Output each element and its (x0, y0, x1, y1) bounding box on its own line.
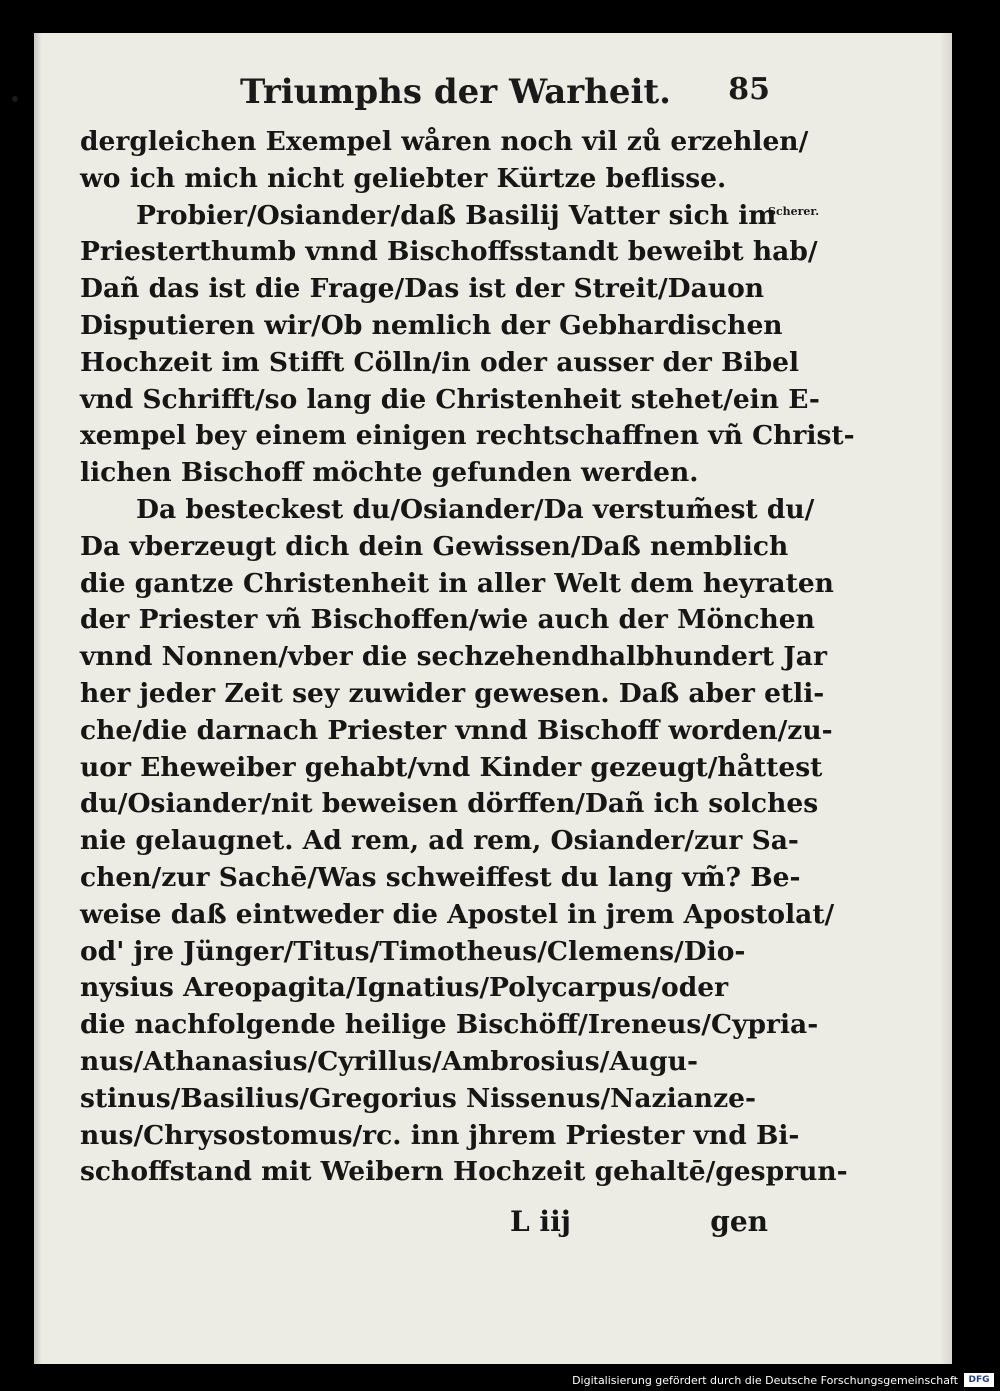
text-line: Da besteckest du/Osiander/Da verstum̃est du/ (136, 493, 815, 525)
signature-mark: L iij (510, 1205, 571, 1238)
text-line: her jeder Zeit sey zuwider gewesen. Daß aber etli- (80, 677, 825, 709)
text-line: die gantze Christenheit in aller Welt dem heyraten (80, 567, 834, 599)
page-footer (80, 1205, 768, 1245)
running-title: Triumphs der Warheit. (240, 72, 671, 112)
text-line: stinus/Basilius/Gregorius Nissenus/Nazianze- (80, 1082, 756, 1114)
funding-notice: Digitalisierung gefördert durch die Deutsche Forschungsgemeinschaft (572, 1374, 958, 1387)
text-line: Probier/Osiander/daß Basilij Vatter sich im (136, 199, 777, 231)
text-line: dergleichen Exempel wåren noch vil zů erzehlen/ (80, 126, 809, 157)
catchword: gen (710, 1205, 768, 1238)
text-line: chen/zur Sachē/Was schweiffest du lang vm̃? Be- (80, 861, 801, 893)
text-line: uor Eheweiber gehabt/vnd Kinder gezeugt/håttest (80, 751, 823, 783)
text-line: weise daß eintweder die Apostel in jrem Apostolat/ (80, 898, 835, 930)
text-line: Disputieren wir/Ob nemlich der Gebhardischen (80, 309, 783, 341)
text-line: Hochzeit im Stifft Cölln/in oder ausser der Bibel (80, 346, 800, 378)
text-line: che/die darnach Priester vnnd Bischoff worden/zu- (80, 714, 833, 746)
text-line: vnd Schrifft/so lang die Christenheit stehet/ein E- (80, 383, 820, 415)
text-line: od' jre Jünger/Titus/Timotheus/Clemens/Dio- (80, 935, 746, 967)
dfg-logo-icon: DFG (964, 1373, 994, 1387)
text-line: schoffstand mit Weibern Hochzeit gehaltē/gesprun- (80, 1156, 848, 1188)
text-line: vnnd Nonnen/vber die sechzehendhalbhundert Jar (80, 641, 827, 673)
funding-bar (0, 1371, 1000, 1391)
page-edge-left (34, 33, 42, 1364)
text-line: xempel bey einem einigen rechtschaffnen vñ Christ- (80, 420, 855, 452)
page-number: 85 (728, 72, 770, 107)
text-line: du/Osiander/nit beweisen dörffen/Dañ ich solches (80, 788, 819, 820)
text-line: nysius Areopagita/Ignatius/Polycarpus/oder (80, 972, 729, 1004)
page-edge-right (940, 33, 952, 1364)
text-line: Priesterthumb vnnd Bischoffsstandt beweibt hab/ (80, 236, 818, 268)
marginal-note: Scherer. (768, 205, 820, 218)
page-header (80, 66, 770, 116)
text-line: nus/Chrysostomus/rc. inn jhrem Priester vnd Bi- (80, 1119, 800, 1151)
text-line: die nachfolgende heilige Bischöff/Ireneus/Cypria- (80, 1009, 819, 1041)
margin-dot (12, 96, 18, 102)
text-line: der Priester vñ Bischoffen/wie auch der Mönchen (80, 604, 815, 636)
text-line: Dañ das ist die Frage/Das ist der Streit/Dauon (80, 273, 765, 305)
text-line: Da vberzeugt dich dein Gewissen/Daß nemblich (80, 530, 789, 562)
text-line: nie gelaugnet. Ad rem, ad rem, Osiander/zur Sa- (80, 825, 799, 857)
text-line: wo ich mich nicht geliebter Kürtze beflisse. (80, 162, 727, 194)
text-line: nus/Athanasius/Cyrillus/Ambrosius/Augu- (80, 1045, 698, 1077)
text-line: lichen Bischoff möchte gefunden werden. (80, 457, 699, 489)
